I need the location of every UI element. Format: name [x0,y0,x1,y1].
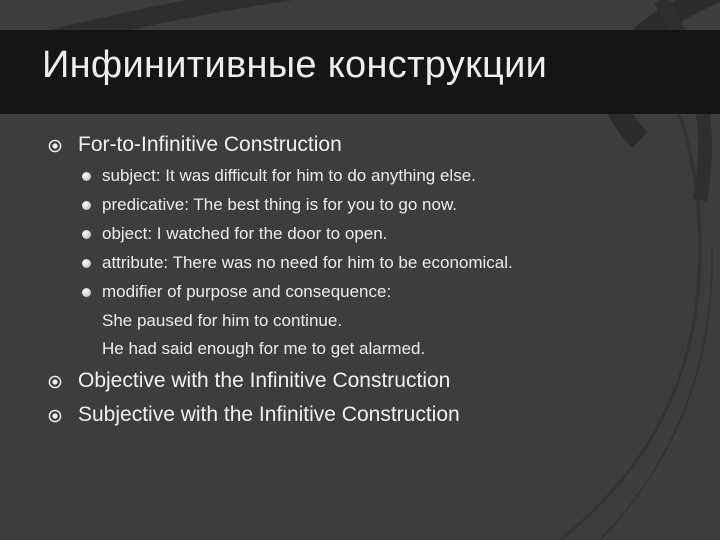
subitem-attribute: attribute: There was no need for him to be economical. [102,253,513,272]
round-dot-icon [82,230,91,239]
round-dot-icon [82,172,91,181]
bullet-subjective-infinitive: Subjective with the Infinitive Construction [78,403,460,426]
round-dot-icon [82,288,91,297]
circled-dot-icon [48,375,62,389]
bullet-for-to-infinitive: For-to-Infinitive Construction [78,133,342,156]
round-dot-icon [82,259,91,268]
round-dot-icon [82,201,91,210]
circled-dot-icon [48,139,62,153]
subitem-predicative: predicative: The best thing is for you to go now. [102,195,458,214]
example-line-1: She paused for him to continue. [102,311,343,330]
subitem-subject: subject: It was difficult for him to do anything else. [102,166,476,185]
subitem-modifier: modifier of purpose and consequence: [102,282,392,301]
subitem-object: object: I watched for the door to open. [102,224,388,243]
example-line-2: He had said enough for me to get alarmed. [102,339,426,358]
bullet-objective-infinitive: Objective with the Infinitive Construction [78,369,451,392]
circled-dot-icon [48,409,62,423]
slide-title: Инфинитивные конструкции [42,44,548,86]
